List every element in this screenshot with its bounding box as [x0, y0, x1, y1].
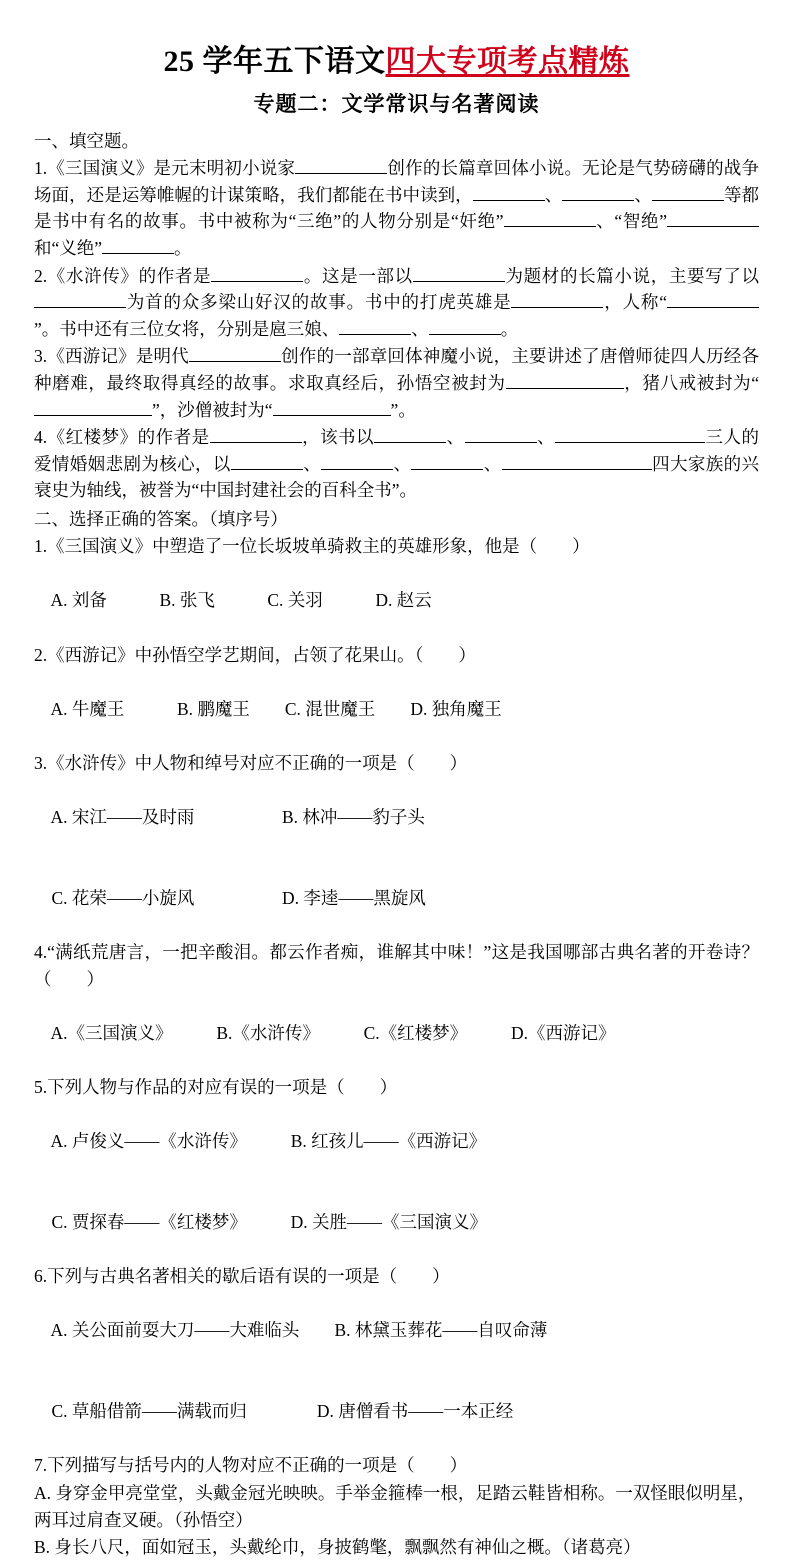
option-c[interactable]: C.《红楼梦》: [363, 1022, 459, 1043]
page-title-accent: 四大专项考点精炼: [385, 45, 630, 78]
choice-q4-num: 4.: [34, 942, 48, 963]
answer-blank[interactable]: [502, 451, 652, 470]
fill-q1-t1: 创作的长篇章回体小说。无论是气势磅礴的战争场面，还是运筹帷幄的计谋策略，我们都能在书中读到，: [34, 158, 760, 205]
option-b[interactable]: B. 红孩儿——《西游记》: [290, 1131, 487, 1152]
choice-q1-text: 《三国演义》中塑造了一位长坂坡单骑救主的英雄形象，他是（ ）: [47, 536, 590, 557]
option-b[interactable]: B. 林黛玉葬花——自叹命薄: [334, 1320, 548, 1341]
choice-q2-num: 2.: [34, 644, 48, 665]
choice-question-6-options-row1: [34, 1291, 759, 1371]
option-b[interactable]: B.《水浒传》: [216, 1022, 312, 1043]
fill-question-1-num: 1.: [34, 158, 48, 179]
answer-blank[interactable]: [339, 316, 411, 335]
fill-q4-t5: 、: [302, 453, 322, 474]
option-c[interactable]: C. 关羽: [267, 590, 323, 611]
fill-q1-t0: 《三国演义》是元末明初小说家: [47, 158, 296, 179]
option-d[interactable]: D.《西游记》: [510, 1022, 616, 1043]
fill-question-3-num: 3.: [34, 346, 48, 367]
choice-question-3-options-row2: [34, 858, 759, 938]
fill-q1-t7: 。: [174, 238, 192, 259]
choice-question-2-options: [34, 669, 759, 749]
choice-question-2-stem: [34, 642, 759, 669]
fill-q3-t4: ”。: [390, 399, 416, 420]
fill-q2-t3: 为首的众多梁山好汉的故事。书中的打虎英雄是: [126, 292, 512, 313]
fill-q4-t2: 、: [446, 427, 465, 448]
choice-q1-num: 1.: [34, 536, 48, 557]
choice-question-4-options: [34, 993, 759, 1073]
option-b[interactable]: B. 林冲——豹子头: [281, 807, 425, 828]
option-c[interactable]: C. 混世魔王: [284, 698, 376, 719]
choice-question-5-options-row2: [34, 1182, 759, 1262]
answer-blank[interactable]: [511, 290, 603, 309]
fill-question-2: [34, 263, 759, 343]
option-a[interactable]: A. 宋江——及时雨: [50, 807, 195, 828]
option-b[interactable]: B. 鹏魔王: [176, 698, 250, 719]
answer-blank[interactable]: [295, 156, 387, 175]
choice-question-1-options: [34, 561, 759, 641]
option-c[interactable]: C. 花荣——小旋风: [51, 887, 195, 908]
fill-q4-t8: 四大家族的兴衰史为轴线，被誉为“中国封建社会的百科全书”。: [34, 453, 760, 501]
fill-q1-t3: 、: [634, 184, 652, 205]
answer-blank[interactable]: [473, 182, 545, 201]
choice-question-3-stem: [34, 750, 759, 777]
page-title-main: 25 学年五下语文: [163, 45, 386, 78]
option-a[interactable]: A. 卢俊义——《水浒传》: [50, 1131, 239, 1152]
answer-blank[interactable]: [562, 182, 634, 201]
answer-blank[interactable]: [374, 425, 446, 444]
fill-q4-t1: ，该书以: [301, 427, 375, 448]
fill-q2-t0: 《水浒传》的作者是: [47, 265, 212, 286]
page-title: [34, 44, 759, 80]
fill-q4-t7: 、: [483, 453, 502, 474]
option-a[interactable]: A. 牛魔王: [50, 698, 125, 719]
choice-question-3-options-row1: [34, 778, 759, 858]
fill-question-2-num: 2.: [34, 265, 48, 286]
choice-q7-text: 下列描写与括号内的人物对应不正确的一项是（ ）: [47, 1455, 468, 1476]
fill-q4-t6: 、: [393, 453, 412, 474]
option-d[interactable]: D. 唐僧看书——一本正经: [316, 1401, 514, 1422]
choice-q5-num: 5.: [34, 1077, 48, 1098]
answer-blank[interactable]: [189, 344, 281, 363]
answer-blank[interactable]: [211, 263, 303, 282]
answer-blank[interactable]: [321, 451, 393, 470]
answer-blank[interactable]: [273, 397, 391, 416]
answer-blank[interactable]: [411, 451, 483, 470]
fill-q4-t3: 、: [536, 427, 556, 448]
fill-q2-t2: 为题材的长篇小说，主要写了以: [504, 265, 760, 286]
fill-question-1: [34, 155, 759, 261]
answer-blank[interactable]: [667, 209, 759, 228]
fill-q4-t0: 《红楼梦》的作者是: [47, 427, 210, 448]
answer-blank[interactable]: [210, 425, 302, 444]
fill-q2-t4: ，人称“: [603, 292, 667, 313]
answer-blank[interactable]: [34, 290, 126, 309]
fill-q3-t1: 创作的一部章回体神魔小说，主要讲述了唐僧师徒四人历经各种磨难，最终取得真经的故事。求取真经后，孙悟空被封为: [34, 346, 759, 393]
answer-blank[interactable]: [504, 209, 596, 228]
fill-q1-t5: 、“智绝”: [595, 211, 667, 232]
option-c[interactable]: C. 草船借箭——满载而归: [51, 1401, 247, 1422]
choice-question-6-stem: [34, 1263, 759, 1290]
fill-q1-t4: 等都是书中有名的故事。书中被称为“三绝”的人物分别是“奸绝”: [34, 184, 760, 232]
answer-blank[interactable]: [555, 425, 705, 444]
choice-q3-num: 3.: [34, 752, 48, 773]
choice-q6-text: 下列与古典名著相关的歇后语有误的一项是（ ）: [47, 1266, 450, 1287]
option-a[interactable]: A. 关公面前耍大刀——大难临头: [50, 1320, 300, 1341]
section-1-heading: 一、填空题。: [34, 131, 139, 151]
option-d[interactable]: D. 关胜——《三国演义》: [290, 1212, 488, 1233]
fill-q3-t2: ，猪八戒被封为“: [623, 373, 759, 393]
choice-question-5-stem: [34, 1074, 759, 1101]
choice-question-4-stem: [34, 939, 759, 992]
answer-blank[interactable]: [465, 425, 537, 444]
option-a[interactable]: A. 刘备: [50, 590, 107, 611]
fill-q3-t3: ”，沙僧被封为“: [152, 399, 273, 420]
fill-question-3: [34, 343, 759, 423]
fill-q4-t4: 三人的爱情婚姻悲剧为核心，以: [34, 427, 760, 474]
choice-q6-num: 6.: [34, 1266, 48, 1287]
fill-q1-t2: 、: [544, 184, 563, 205]
section-2-heading: 二、选择正确的答案。（填序号）: [34, 508, 288, 529]
fill-q3-t0: 《西游记》是明代: [47, 346, 189, 367]
answer-blank[interactable]: [34, 397, 152, 416]
option-d[interactable]: D. 赵云: [375, 590, 432, 611]
fill-q2-t5: ”。书中还有三位女将，分别是扈三娘、: [34, 318, 340, 339]
option-c[interactable]: C. 贾探春——《红楼梦》: [51, 1212, 239, 1233]
answer-blank[interactable]: [413, 263, 505, 282]
fill-q2-t1: 。这是一部以: [303, 265, 413, 286]
fill-q2-t6: 、: [411, 318, 429, 339]
fill-question-4: [34, 424, 759, 504]
choice-q3-text: 《水浒传》中人物和绰号对应不正确的一项是（ ）: [47, 752, 468, 773]
answer-blank[interactable]: [231, 451, 303, 470]
choice-q2-text: 《西游记》中孙悟空学艺期间，占领了花果山。（ ）: [47, 644, 476, 665]
fill-question-4-num: 4.: [34, 427, 48, 448]
choice-question-7-option-a[interactable]: A. 身穿金甲亮堂堂，头戴金冠光映映。手举金箍棒一根，足踏云鞋皆相称。一双怪眼似明星，两耳过肩查叉硬。（孙悟空）: [34, 1483, 756, 1530]
choice-question-7-option-b[interactable]: B. 身长八尺，面如冠玉，头戴纶巾，身披鹤氅，飘飘然有神仙之概。（诸葛亮）: [34, 1537, 641, 1558]
choice-question-1-stem: [34, 533, 759, 560]
option-b[interactable]: B. 张飞: [159, 590, 215, 611]
answer-blank[interactable]: [652, 182, 724, 201]
option-d[interactable]: D. 李逵——黑旋风: [281, 887, 426, 908]
answer-blank[interactable]: [429, 316, 501, 335]
fill-q2-t7: 。: [500, 318, 519, 339]
choice-question-6-options-row2: [34, 1372, 759, 1452]
fill-q1-t6: 和“义绝”: [34, 238, 103, 259]
answer-blank[interactable]: [667, 290, 759, 309]
option-d[interactable]: D. 独角魔王: [410, 698, 502, 719]
choice-q4-text: “满纸荒唐言，一把辛酸泪。都云作者痴，谁解其中味！”这是我国哪部古典名著的开卷诗？（ ）: [34, 942, 759, 989]
choice-q5-text: 下列人物与作品的对应有误的一项是（ ）: [47, 1077, 398, 1098]
page-subtitle: 专题二：文学常识与名著阅读: [253, 92, 540, 116]
choice-q7-num: 7.: [34, 1455, 48, 1476]
choice-question-5-options-row1: [34, 1102, 759, 1182]
answer-blank[interactable]: [102, 236, 174, 255]
option-a[interactable]: A.《三国演义》: [50, 1022, 164, 1043]
choice-question-7-stem: [34, 1452, 759, 1479]
answer-blank[interactable]: [506, 371, 624, 390]
